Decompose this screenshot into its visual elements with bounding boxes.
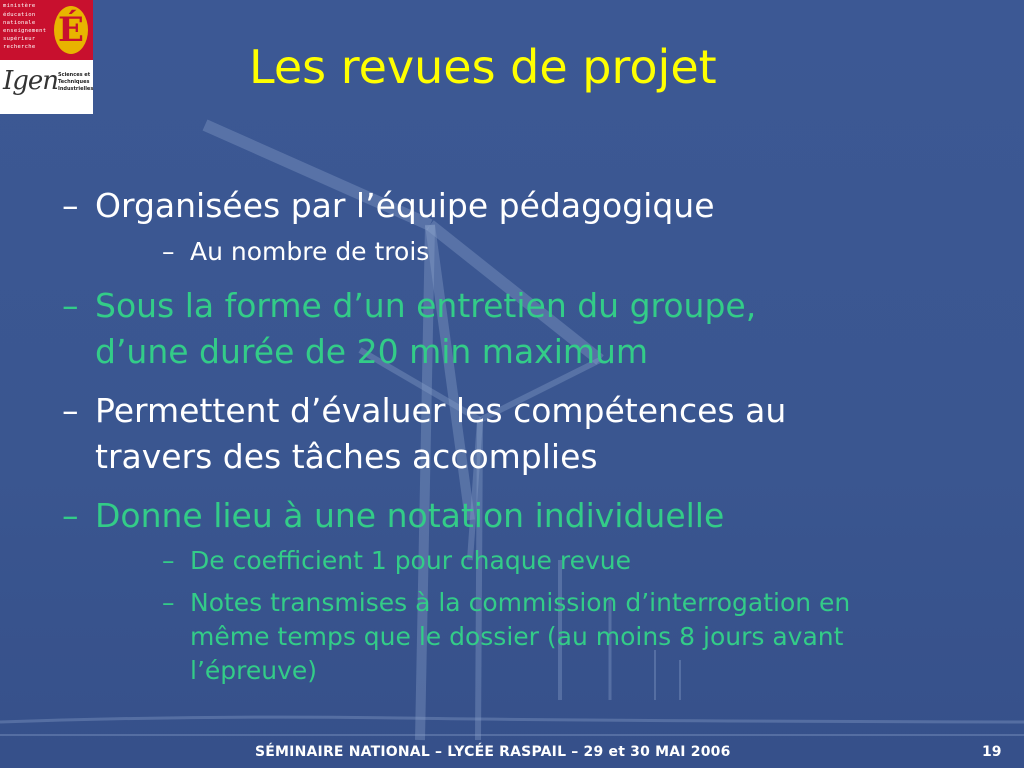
bullet-dash: – [162, 546, 175, 575]
bullet-dash: – [62, 286, 79, 325]
bullet-dash: – [62, 496, 79, 535]
sub-bullet-text-line: l’épreuve) [190, 656, 318, 685]
sti-logo-text [58, 72, 93, 93]
bullet-text: Donne lieu à une notation individuelle [95, 496, 725, 535]
sti-line: Industrielles [58, 86, 94, 92]
bullet-text-line: Permettent d’évaluer les compétences au [95, 391, 787, 430]
logo-text-line: éducation [3, 12, 36, 18]
sub-bullet-text-line: même temps que le dossier (au moins 8 jours avant [190, 622, 844, 651]
logo-text-line: ministère [3, 3, 36, 9]
bullet-text-line: d’une durée de 20 min maximum [95, 332, 649, 371]
bullet-text: Organisées par l’équipe pédagogique [95, 186, 715, 225]
bullet-dash: – [162, 588, 175, 617]
bullet-dash: – [62, 391, 79, 430]
logo-text-line: nationale [3, 20, 36, 26]
bullet-text-line: travers des tâches accomplies [95, 437, 598, 476]
ministry-logo [0, 0, 93, 114]
logo-text-line: recherche [3, 44, 36, 50]
bullet-text-line: Sous la forme d’un entretien du groupe, [95, 286, 757, 325]
sub-bullet-text: De coefficient 1 pour chaque revue [190, 546, 632, 575]
logo-text-line: enseignement [3, 28, 47, 34]
bullet-dash: – [162, 237, 175, 266]
sti-line: Sciences et [58, 72, 91, 78]
slide-title: Les revues de projet [249, 40, 717, 94]
logo-e-letter: É [54, 6, 88, 54]
sub-bullet-text-line: Notes transmises à la commission d’interrogation en [190, 588, 851, 617]
sub-bullet-text: Au nombre de trois [190, 237, 430, 266]
igen-logo-text: Igen [3, 66, 59, 96]
bullet-dash: – [62, 186, 79, 225]
logo-red-block [0, 0, 93, 60]
page-number: 19 [982, 744, 1002, 760]
footer-text: SÉMINAIRE NATIONAL – LYCÉE RASPAIL – 29 et 30 MAI 2006 [255, 744, 731, 760]
sti-line: Techniques [58, 79, 90, 85]
logo-text-line: supérieur [3, 36, 36, 42]
